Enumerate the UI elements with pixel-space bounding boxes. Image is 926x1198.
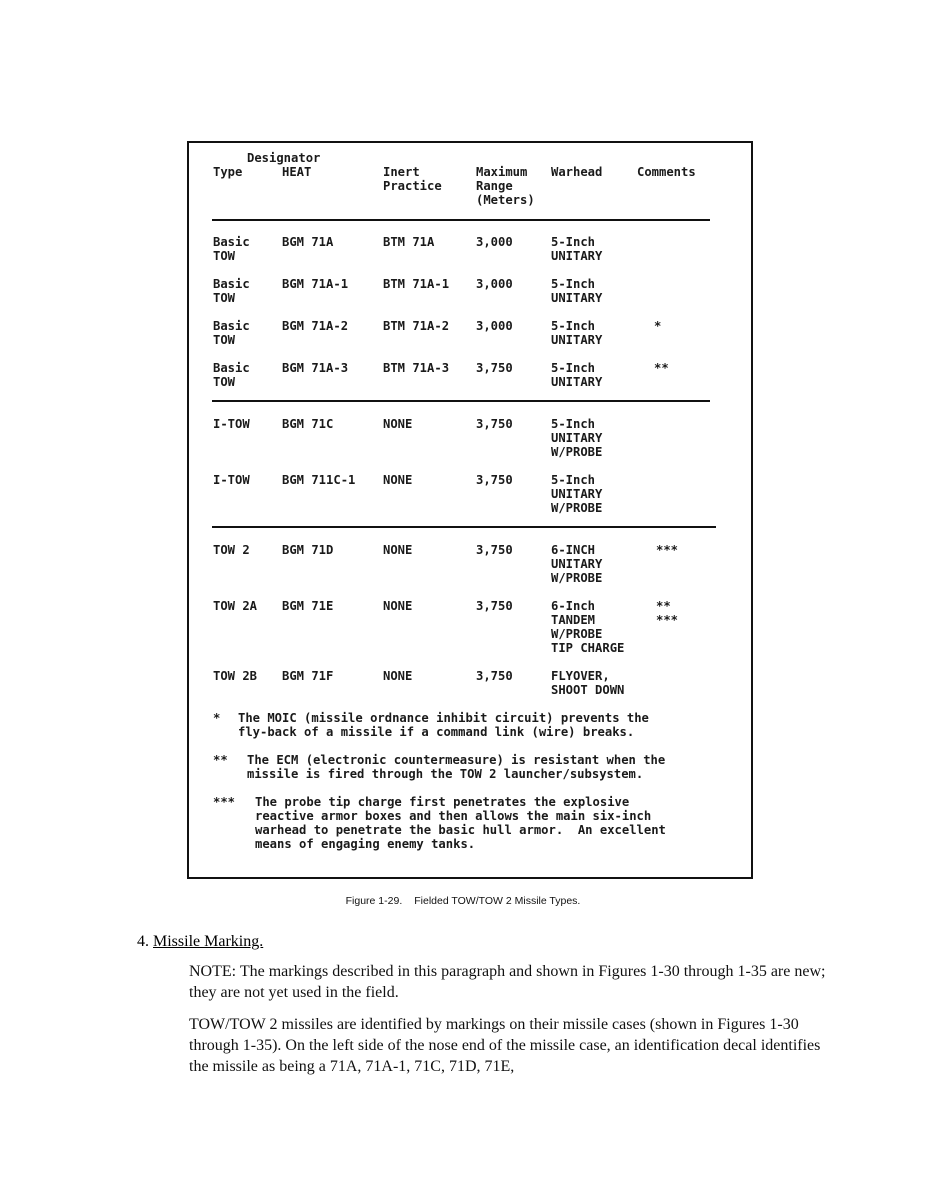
- row-warhead: 5-Inch UNITARY W/PROBE: [551, 417, 603, 459]
- row-inert: NONE: [383, 543, 413, 557]
- row-heat: BGM 71A-1: [282, 277, 349, 291]
- header-range: Maximum Range (Meters): [476, 165, 535, 207]
- section-heading: [137, 932, 263, 952]
- row-heat: BGM 71A: [282, 235, 334, 249]
- figure-caption: [0, 895, 926, 907]
- row-inert: NONE: [383, 417, 413, 431]
- footnote-text: The ECM (electronic countermeasure) is resistant when the missile is fired through the TOW 2 launcher/subsystem.: [247, 753, 666, 781]
- row-heat: BGM 71A-2: [282, 319, 349, 333]
- section-number: 4.: [137, 933, 149, 950]
- header-comments: Comments: [637, 165, 696, 179]
- footnote-mark: **: [213, 753, 228, 767]
- row-inert: NONE: [383, 599, 413, 613]
- row-comments: ** ***: [656, 599, 679, 627]
- row-type: Basic TOW: [213, 361, 250, 389]
- row-inert: BTM 71A-3: [383, 361, 450, 375]
- row-warhead: 5-Inch UNITARY: [551, 277, 603, 305]
- header-inert: Inert Practice: [383, 165, 442, 193]
- row-range: 3,750: [476, 417, 513, 431]
- row-heat: BGM 71A-3: [282, 361, 349, 375]
- row-type: I-TOW: [213, 417, 250, 431]
- row-warhead: 5-Inch UNITARY: [551, 235, 603, 263]
- row-warhead: 5-Inch UNITARY: [551, 319, 603, 347]
- row-heat: BGM 71E: [282, 599, 334, 613]
- row-type: TOW 2A: [213, 599, 258, 613]
- row-inert: BTM 71A-2: [383, 319, 450, 333]
- row-warhead: 5-Inch UNITARY: [551, 361, 603, 389]
- row-inert: NONE: [383, 473, 413, 487]
- row-range: 3,750: [476, 361, 513, 375]
- group-rule: [212, 526, 716, 528]
- row-warhead: FLYOVER, SHOOT DOWN: [551, 669, 625, 697]
- row-range: 3,750: [476, 473, 513, 487]
- row-type: TOW 2: [213, 543, 250, 557]
- row-heat: BGM 711C-1: [282, 473, 356, 487]
- caption-title: Fielded TOW/TOW 2 Missile Types.: [414, 895, 581, 907]
- row-comments: ***: [656, 543, 679, 557]
- row-type: Basic TOW: [213, 235, 250, 263]
- row-inert: NONE: [383, 669, 413, 683]
- footnote-mark: *: [213, 711, 221, 725]
- header-warhead: Warhead: [551, 165, 603, 179]
- row-type: Basic TOW: [213, 277, 250, 305]
- body-paragraph: TOW/TOW 2 missiles are identified by markings on their missile cases (shown in Figures 1-30 through 1-35). On the left side of the nose end of the missile case, an identification decal identifies the missile as being a 71A, 71A-1, 71C, 71D, 71E,: [189, 1016, 821, 1075]
- row-range: 3,750: [476, 543, 513, 557]
- row-inert: BTM 71A: [383, 235, 435, 249]
- group-rule: [212, 400, 710, 402]
- footnote-text: The probe tip charge first penetrates the explosive reactive armor boxes and then allows the main six-inch warhead to penetrate the basic hull armor. An excellent means of engaging enemy tanks.: [255, 795, 666, 851]
- row-range: 3,000: [476, 277, 513, 291]
- header-type: Type: [213, 165, 243, 179]
- row-heat: BGM 71C: [282, 417, 334, 431]
- row-warhead: 6-Inch TANDEM W/PROBE TIP CHARGE: [551, 599, 625, 655]
- row-comments: **: [654, 361, 669, 375]
- header-rule: [212, 219, 710, 221]
- footnote-text: The MOIC (missile ordnance inhibit circuit) prevents the fly-back of a missile if a command link (wire) breaks.: [238, 711, 649, 739]
- note-paragraph: NOTE: The markings described in this paragraph and shown in Figures 1-30 through 1-35 are new; they are not yet used in the field.: [189, 963, 826, 1001]
- row-heat: BGM 71F: [282, 669, 334, 683]
- section-title: Missile Marking.: [153, 933, 264, 950]
- figure-table: [187, 141, 753, 879]
- caption-number: Figure 1-29.: [345, 895, 403, 907]
- row-range: 3,750: [476, 669, 513, 683]
- row-warhead: 6-INCH UNITARY W/PROBE: [551, 543, 603, 585]
- row-range: 3,000: [476, 235, 513, 249]
- row-range: 3,750: [476, 599, 513, 613]
- footnote-mark: ***: [213, 795, 236, 809]
- row-heat: BGM 71D: [282, 543, 334, 557]
- header-designator: Designator: [247, 151, 321, 165]
- row-type: I-TOW: [213, 473, 250, 487]
- row-range: 3,000: [476, 319, 513, 333]
- header-heat: HEAT: [282, 165, 312, 179]
- row-type: Basic TOW: [213, 319, 250, 347]
- row-comments: *: [654, 319, 662, 333]
- row-type: TOW 2B: [213, 669, 258, 683]
- row-inert: BTM 71A-1: [383, 277, 450, 291]
- row-warhead: 5-Inch UNITARY W/PROBE: [551, 473, 603, 515]
